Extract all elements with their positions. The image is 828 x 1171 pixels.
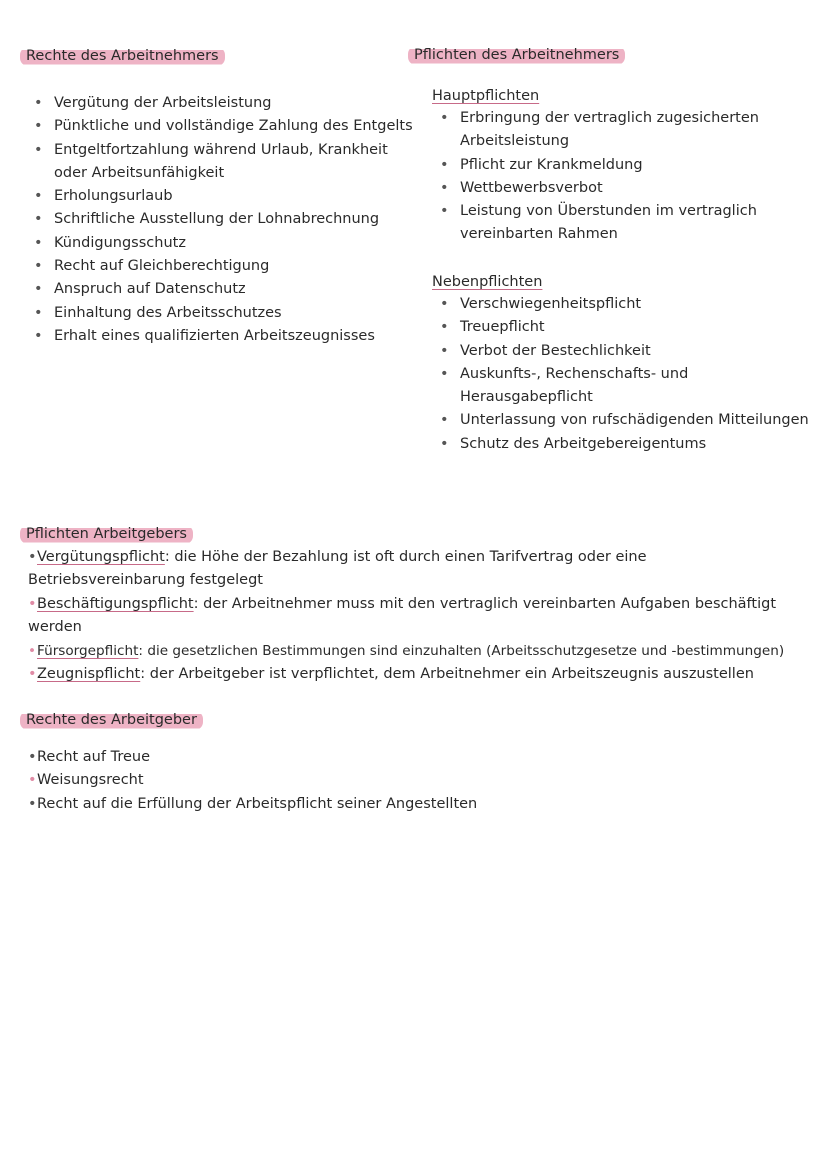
bullet-icon: • xyxy=(28,772,37,789)
list-item xyxy=(28,769,477,792)
list-item: • Erholungsurlaub xyxy=(28,185,413,208)
list-item: • Entgeltfortzahlung während Urlaub, Krankheit oder Arbeitsunfähigkeit xyxy=(28,139,413,186)
bullet-icon: • xyxy=(28,749,37,765)
duty-text: : die gesetzlichen Bestimmungen sind einzuhalten (Arbeitsschutzgesetze und -bestimmungen) xyxy=(138,643,785,659)
list-item: • Unterlassung von rufschädigenden Mitteilungen xyxy=(434,409,819,432)
list-item-text: Weisungsrecht xyxy=(37,772,144,789)
duty-text: : die Höhe der Bezahlung ist oft durch einen Tarifvertrag oder eine Betriebsvereinbarung festgelegt xyxy=(28,549,647,589)
duty-term: Beschäftigungspflicht xyxy=(37,596,194,612)
list-item: • Treuepflicht xyxy=(434,316,819,339)
list-item: • Verschwiegenheitspflicht xyxy=(434,293,819,316)
list-rechte-arbeitgeber xyxy=(28,746,477,816)
duty-term: Fürsorgepflicht xyxy=(37,643,139,659)
list-item: • Pünktliche und vollständige Zahlung des Entgelts xyxy=(28,115,413,138)
list-item: • Erbringung der vertraglich zugesicherten Arbeitsleistung xyxy=(434,107,789,154)
list-item: • Schutz des Arbeitgebereigentums xyxy=(434,433,819,456)
list-item: • Schriftliche Ausstellung der Lohnabrechnung xyxy=(28,208,413,231)
duty-text: : der Arbeitgeber ist verpflichtet, dem Arbeitnehmer ein Arbeitszeugnis auszustellen xyxy=(140,666,754,682)
heading-pflichten-arbeitnehmer: Pflichten des Arbeitnehmers xyxy=(408,46,625,65)
list-item: • Recht auf Gleichberechtigung xyxy=(28,255,413,278)
heading-rechte-arbeitnehmer: Rechte des Arbeitnehmers xyxy=(20,47,225,66)
heading-rechte-arbeitgeber: Rechte des Arbeitgeber xyxy=(20,711,203,730)
bullet-icon: • xyxy=(28,549,37,565)
list-item: • Leistung von Überstunden im vertraglich vereinbarten Rahmen xyxy=(434,200,789,247)
duty-item-fuersorge xyxy=(28,640,818,663)
list-item: • Einhaltung des Arbeitsschutzes xyxy=(28,302,413,325)
bullet-icon: • xyxy=(28,795,37,812)
list-item-text: Recht auf Treue xyxy=(37,749,150,765)
duty-term: Zeugnispflicht xyxy=(37,666,141,682)
list-nebenpflichten xyxy=(434,293,819,456)
bullet-icon: • xyxy=(28,666,37,682)
list-item: • Verbot der Bestechlichkeit xyxy=(434,340,819,363)
list-item: • Wettbewerbsverbot xyxy=(434,177,789,200)
duty-item-beschaeftigung xyxy=(28,593,798,640)
duty-item-zeugnis xyxy=(28,663,798,686)
list-item: • Auskunfts-, Rechenschafts- und Herausgabepflicht xyxy=(434,363,700,410)
list-item xyxy=(28,746,477,769)
list-item: • Kündigungsschutz xyxy=(28,232,413,255)
subheading-nebenpflichten: Nebenpflichten xyxy=(432,274,543,290)
list-item xyxy=(28,793,477,816)
list-item: • Pflicht zur Krankmeldung xyxy=(434,154,789,177)
bullet-icon: • xyxy=(28,596,37,612)
list-hauptpflichten xyxy=(434,107,789,247)
duty-text: : der Arbeitnehmer muss mit den vertraglich vereinbarten Aufgaben beschäftigt werden xyxy=(28,596,777,636)
list-item: • Anspruch auf Datenschutz xyxy=(28,278,413,301)
subheading-hauptpflichten: Hauptpflichten xyxy=(432,88,540,104)
list-rechte-arbeitnehmer xyxy=(28,92,413,348)
duty-item-verguetung xyxy=(28,546,798,593)
list-item: • Vergütung der Arbeitsleistung xyxy=(28,92,413,115)
heading-pflichten-arbeitgeber: Pflichten Arbeitgebers xyxy=(20,525,193,544)
list-item-text: Recht auf die Erfüllung der Arbeitspflicht seiner Angestellten xyxy=(37,795,478,812)
bullet-icon: • xyxy=(28,643,37,659)
list-item: • Erhalt eines qualifizierten Arbeitszeugnisses xyxy=(28,325,413,348)
duty-term: Vergütungspflicht xyxy=(37,549,165,565)
